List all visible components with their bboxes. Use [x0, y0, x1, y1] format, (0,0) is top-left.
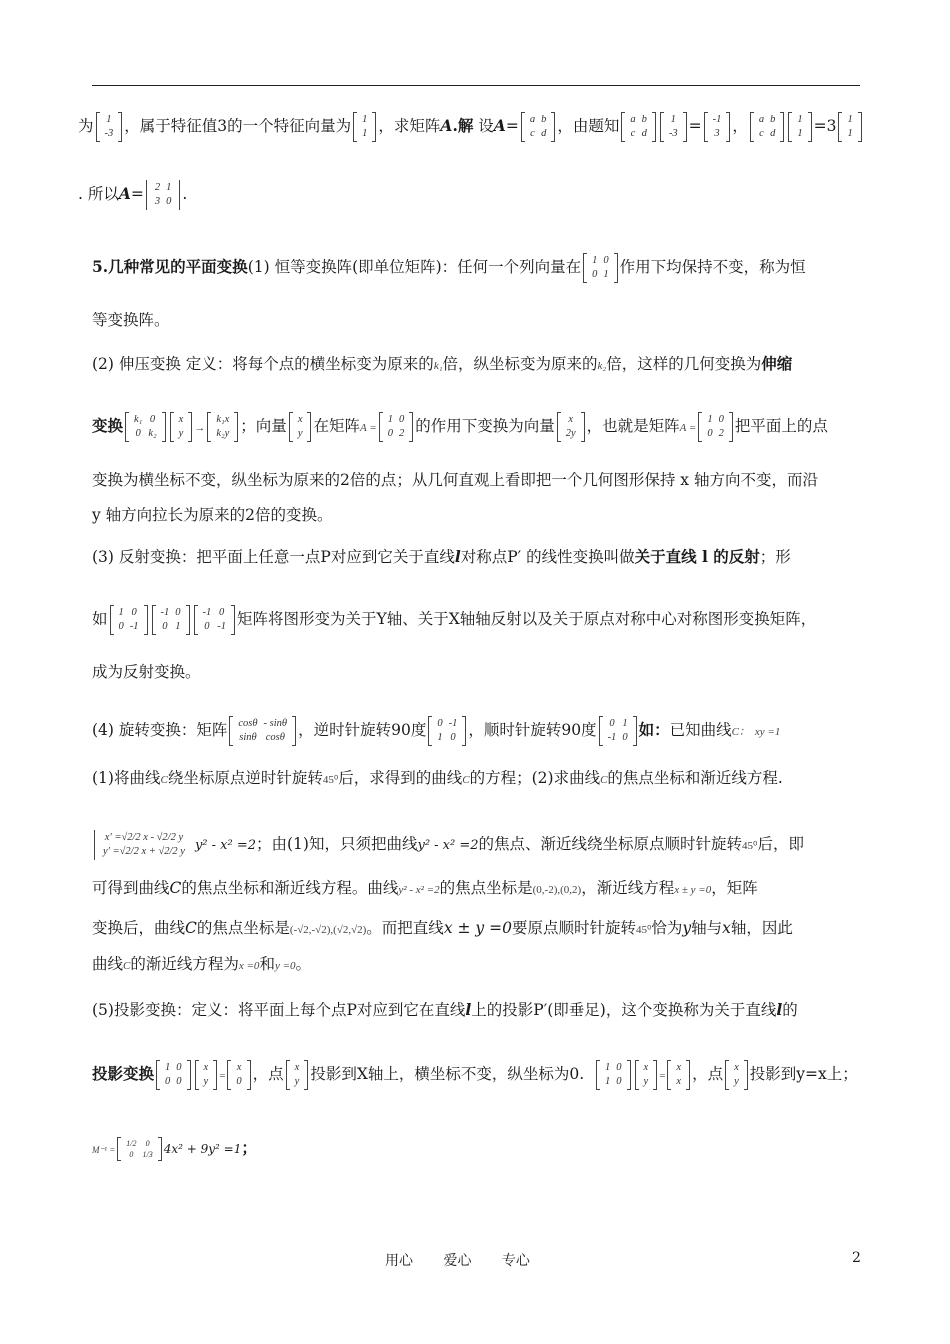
text-fragment: → — [194, 422, 206, 434]
text-fragment: C — [169, 879, 182, 897]
text-line — [92, 766, 783, 792]
text-fragment: y² - x² =2 — [194, 838, 256, 853]
text-fragment: ，也就是矩阵 — [586, 417, 680, 435]
text-line — [92, 716, 780, 746]
text-fragment: 投影到X轴上，横坐标不变，纵坐标为0. — [310, 1065, 585, 1083]
text-line — [92, 660, 201, 684]
text-fragment: 如 — [92, 610, 108, 628]
text-fragment: C — [123, 960, 131, 972]
text-fragment: C — [462, 774, 470, 786]
text-fragment: ，点 — [692, 1065, 724, 1083]
matrix: 0 -1 1 0 — [428, 716, 466, 746]
text-fragment: 和 — [259, 955, 275, 973]
text-fragment: = — [505, 117, 519, 135]
text-fragment: (0,-2),(0,2) — [532, 884, 582, 896]
text-fragment: y 轴方向拉长为原来的2倍的变换。 — [92, 506, 333, 524]
text-fragment: 如： — [638, 720, 670, 739]
text-fragment: 把平面上的点 — [734, 417, 828, 435]
text-fragment: A — [493, 116, 506, 135]
text-fragment: ，逆时针旋转90度 — [298, 721, 427, 739]
text-line — [92, 1060, 858, 1090]
matrix: 1 -3 — [96, 112, 123, 142]
text-line — [92, 352, 792, 378]
text-line — [92, 468, 818, 492]
text-fragment: 的焦点坐标和渐近线方程. — [607, 769, 783, 787]
page-number: 2 — [852, 1250, 861, 1266]
text-fragment: (3) 反射变换：把平面上任意一点P对应到它关于直线 — [92, 548, 455, 566]
matrix: 1 0 0 0 — [156, 1060, 191, 1090]
text-fragment: 变换 — [92, 416, 124, 435]
matrix: 2 1 3 0 — [146, 180, 181, 210]
text-fragment: ， — [732, 117, 748, 135]
text-fragment: (1) 恒等变换阵(即单位矩阵)：任何一个列向量在 — [247, 258, 582, 276]
text-fragment: ，求矩阵 — [378, 117, 441, 135]
text-fragment: = — [219, 1070, 226, 1082]
text-fragment: .解 — [452, 116, 474, 135]
text-fragment: 设 — [478, 117, 494, 135]
text-fragment: 伸缩 — [761, 354, 793, 373]
text-fragment: 4x² + 9y² =1 — [163, 1142, 242, 1156]
equation-system: x′ =√2/2 x - √2/2 y y′ =√2/2 x + √2/2 y — [94, 830, 193, 860]
text-fragment: 倍，这样的几何变换为 — [606, 355, 762, 373]
text-fragment: (2) 伸压变换 定义：将每个点的横坐标变为原来的 — [92, 355, 434, 373]
text-fragment: 45⁰ — [322, 774, 339, 786]
text-fragment: k₂ — [597, 360, 607, 372]
text-line — [92, 605, 816, 635]
matrix: 0 1 -1 0 — [599, 716, 637, 746]
text-fragment: 作用下均保持不变，称为恒 — [619, 258, 806, 276]
matrix: 1 0 1 0 — [596, 1060, 631, 1090]
text-fragment: x ± y =0 — [674, 884, 712, 896]
text-fragment: 恰为 — [651, 919, 683, 937]
section-heading: 5.几种常见的平面变换 — [92, 257, 248, 276]
matrix: a b c d — [521, 112, 556, 142]
text-fragment: 的 — [782, 1001, 798, 1019]
text-fragment: 的渐近线方程为 — [130, 955, 239, 973]
text-fragment: . 所以 — [78, 185, 119, 203]
matrix: 1 1 — [353, 112, 376, 142]
text-fragment: 在矩阵 — [313, 417, 360, 435]
text-fragment: xy =1 — [754, 726, 781, 738]
text-fragment: l — [465, 1000, 472, 1019]
text-fragment: 后，求得到的曲线 — [338, 769, 463, 787]
text-fragment: C — [600, 774, 608, 786]
matrix: x x — [667, 1060, 690, 1090]
text-fragment: x — [722, 919, 731, 937]
matrix: x y — [195, 1060, 218, 1090]
text-line — [92, 503, 333, 527]
text-line — [92, 308, 170, 332]
text-fragment: 倍，纵坐标变为原来的 — [442, 355, 598, 373]
footer-motto: 用心 爱心 专心 — [385, 1253, 530, 1269]
text-fragment: k₁ — [433, 360, 443, 372]
text-fragment: 投影到y=x上； — [749, 1065, 858, 1083]
text-line — [92, 916, 793, 942]
text-fragment: 后，即 — [757, 835, 804, 853]
text-fragment: 的焦点坐标是 — [439, 879, 533, 897]
text-fragment: ，由题知 — [557, 117, 620, 135]
text-line — [92, 952, 311, 978]
text-line — [92, 253, 806, 283]
text-line — [92, 876, 758, 902]
text-fragment: 的焦点、渐近线绕坐标原点顺时针旋转 — [478, 835, 743, 853]
text-fragment: ，点 — [252, 1065, 284, 1083]
matrix: x y — [286, 1060, 309, 1090]
text-fragment: 的焦点坐标和渐近线方程。曲线 — [181, 879, 399, 897]
text-fragment: C — [185, 919, 197, 937]
text-fragment: 已知曲线 — [669, 721, 732, 739]
text-line — [92, 998, 798, 1022]
matrix: 1 0 0 1 — [583, 253, 618, 283]
matrix: 1/2 0 0 1/3 — [117, 1137, 161, 1161]
matrix: 1 0 0 2 — [698, 412, 733, 442]
header-rule — [92, 85, 860, 86]
matrix: x y — [635, 1060, 658, 1090]
text-fragment: y² - x² =2 — [398, 884, 440, 896]
text-fragment: 变换后，曲线 — [92, 919, 186, 937]
text-fragment: . — [182, 185, 188, 203]
text-fragment: x ± y =0 — [443, 919, 512, 937]
text-fragment: ，矩阵 — [711, 879, 758, 897]
text-fragment: 矩阵将图形变为关于Y轴、关于X轴轴反射以及关于原点对称中心对称图形变换矩阵， — [237, 610, 817, 628]
text-fragment: 。而把直线 — [366, 919, 444, 937]
matrix: -1 0 0 1 — [152, 605, 190, 635]
text-fragment: ；向量 — [240, 417, 287, 435]
text-fragment: ； — [241, 1138, 257, 1157]
text-fragment: y² - x² =2 — [417, 838, 479, 853]
text-line — [78, 112, 864, 142]
text-fragment: =3 — [813, 117, 837, 135]
text-fragment: 等变换阵。 — [92, 311, 170, 329]
matrix: a b c d — [750, 112, 785, 142]
text-fragment: y =0 — [274, 960, 296, 972]
matrix: 1 0 0 2 — [379, 412, 414, 442]
matrix: x y — [725, 1060, 748, 1090]
text-fragment: 轴，因此 — [730, 919, 793, 937]
text-fragment: 对称点P′ 的线性变换叫做 — [460, 548, 635, 566]
text-fragment: C： — [731, 726, 750, 738]
matrix: 1 1 — [838, 112, 861, 142]
text-fragment: 成为反射变换。 — [92, 663, 201, 681]
text-fragment: 关于直线 l 的反射 — [634, 547, 760, 566]
text-fragment: 45⁰ — [742, 840, 758, 852]
text-fragment: 45⁰ — [635, 924, 652, 936]
text-fragment: M⁻¹ = — [92, 1145, 116, 1155]
matrix: cosθ - sinθ sinθ cosθ — [229, 716, 296, 746]
matrix: -1 3 — [704, 112, 731, 142]
text-fragment: (1)将曲线 — [92, 769, 161, 787]
matrix: x y — [289, 412, 312, 442]
text-fragment: A — [118, 184, 131, 203]
text-line — [92, 1136, 257, 1162]
text-fragment: 投影变换 — [92, 1064, 155, 1083]
matrix: 1 -3 — [660, 112, 687, 142]
text-fragment: = — [659, 1070, 666, 1082]
text-fragment: ；形 — [759, 548, 791, 566]
text-fragment: 曲线 — [92, 955, 124, 973]
text-fragment: ，顺时针旋转90度 — [468, 721, 597, 739]
matrix: a b c d — [621, 112, 656, 142]
text-fragment: ，属于特征值3的一个特征向量为 — [124, 117, 352, 135]
text-fragment: 。 — [295, 955, 312, 973]
text-fragment: A = — [360, 422, 377, 434]
text-line — [92, 545, 791, 569]
text-fragment: ；由(1)知，只须把曲线 — [256, 835, 418, 853]
matrix: x 0 — [227, 1060, 250, 1090]
text-fragment: x =0 — [238, 960, 260, 972]
text-fragment: ，渐近线方程 — [581, 879, 675, 897]
matrix: x 2y — [557, 412, 585, 442]
text-fragment: 的作用下变换为向量 — [415, 417, 555, 435]
matrix: 1 0 0 -1 — [110, 605, 148, 635]
matrix: 1 1 — [788, 112, 811, 142]
text-fragment: y — [682, 919, 692, 937]
text-fragment: A = — [679, 422, 697, 434]
matrix: x y — [170, 412, 193, 442]
matrix: -1 0 0 -1 — [194, 605, 236, 635]
text-fragment: = — [130, 185, 144, 203]
text-line — [78, 180, 187, 210]
text-fragment: = — [688, 117, 702, 135]
text-fragment: 的焦点坐标是 — [196, 919, 290, 937]
text-fragment: 要原点顺时针旋转 — [511, 919, 636, 937]
text-fragment: 可得到曲线 — [92, 879, 170, 897]
matrix: k₁x k₂y — [207, 412, 238, 442]
text-fragment: C — [160, 774, 168, 786]
text-fragment: (5)投影变换：定义：将平面上每个点P对应到它在直线 — [92, 1001, 466, 1019]
text-fragment: l — [776, 1000, 783, 1019]
text-line — [92, 412, 828, 442]
text-fragment: l — [454, 547, 461, 566]
text-fragment: 绕坐标原点逆时针旋转 — [167, 769, 323, 787]
text-line — [92, 830, 804, 860]
text-fragment: A — [440, 116, 453, 135]
text-fragment: 上的投影P′(即垂足)，这个变换称为关于直线 — [471, 1001, 777, 1019]
text-fragment: (-√2,-√2),(√2,√2) — [289, 924, 367, 936]
text-fragment: 为 — [78, 117, 94, 135]
text-fragment: 轴与 — [691, 919, 723, 937]
matrix: k₁ 0 0 k₂ — [125, 412, 166, 442]
text-fragment: (4) 旋转变换：矩阵 — [92, 721, 228, 739]
text-fragment: 的方程；(2)求曲线 — [469, 769, 601, 787]
text-fragment: 变换为横坐标不变，纵坐标为原来的2倍的点；从几何直观上看即把一个几何图形保持 x 轴方向不变，而沿 — [92, 471, 818, 489]
